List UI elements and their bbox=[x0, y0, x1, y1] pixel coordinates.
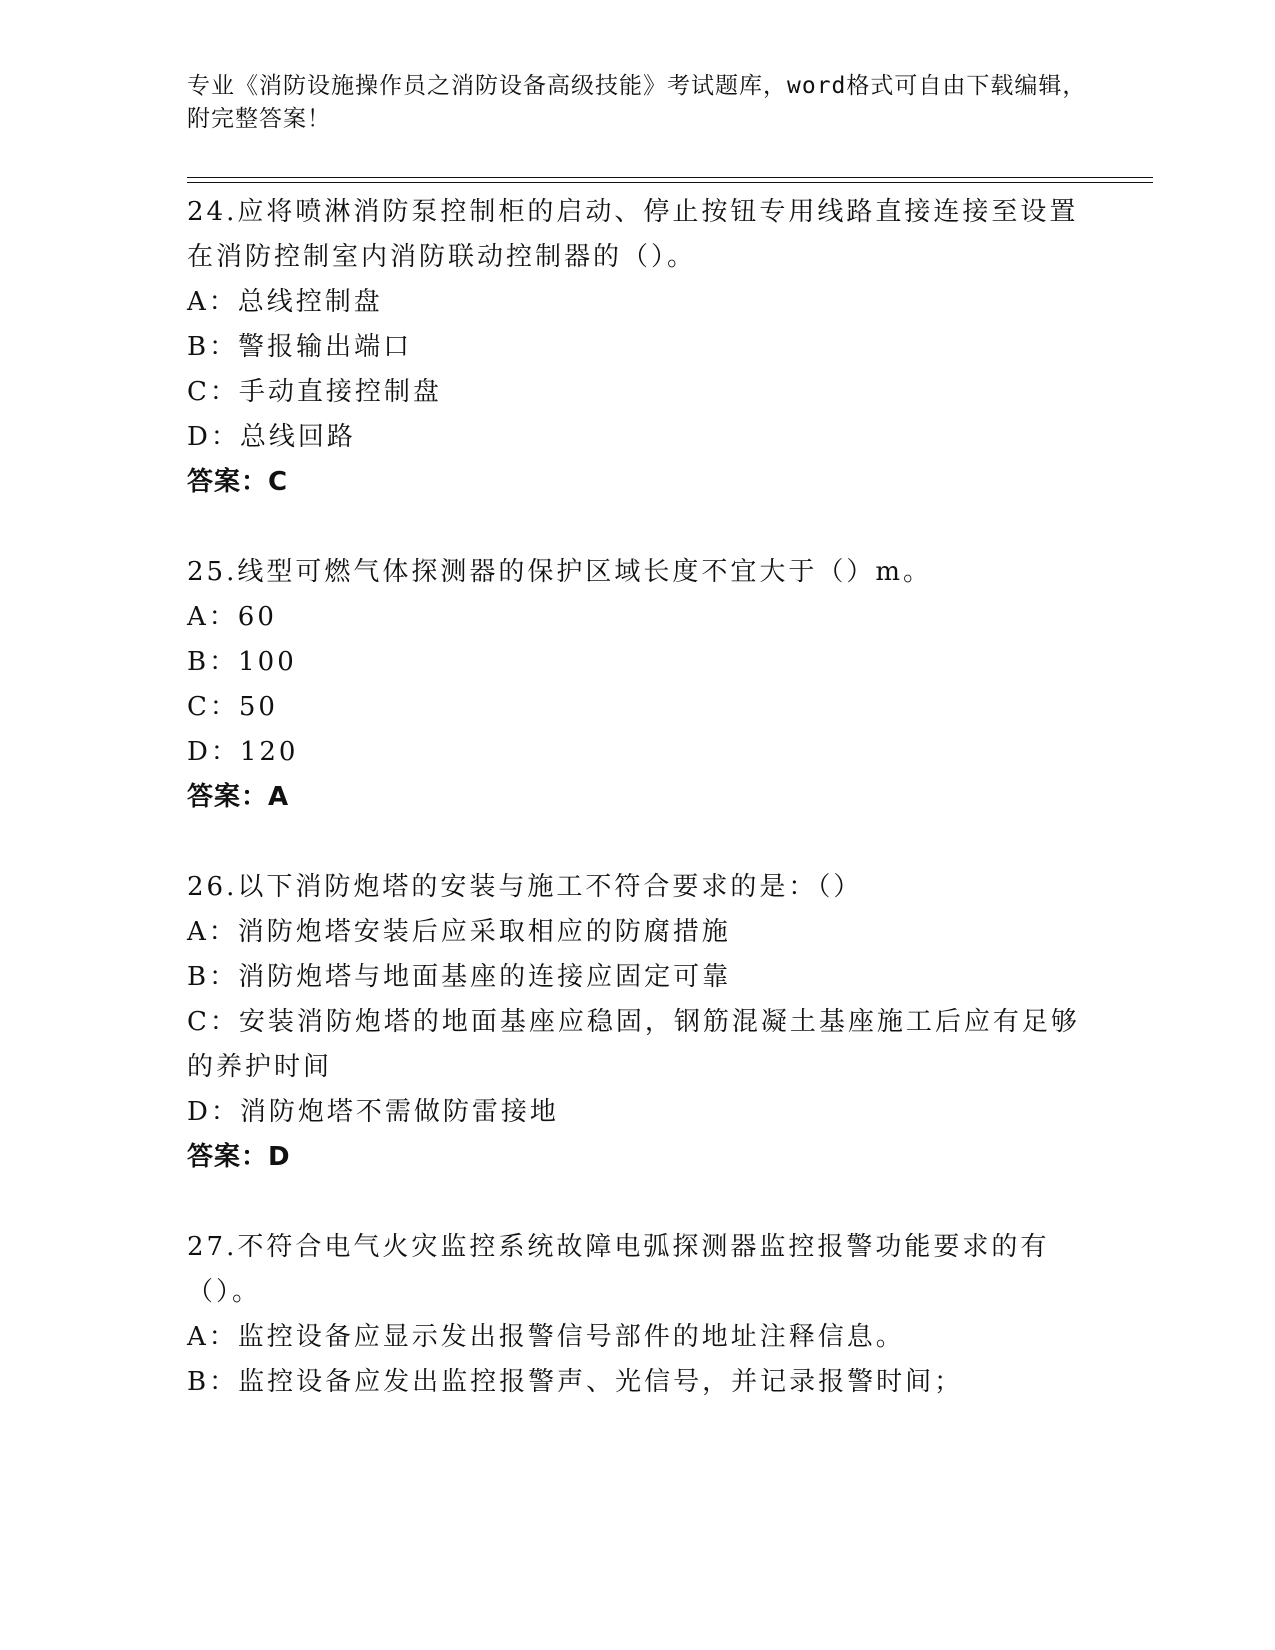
option-a: A：60 bbox=[187, 602, 277, 632]
question-text: 25.线型可燃气体探测器的保护区域长度不宜大于（）m。 bbox=[187, 557, 933, 587]
option-d: D：总线回路 bbox=[187, 422, 356, 452]
option-b: B：消防炮塔与地面基座的连接应固定可靠 bbox=[187, 962, 732, 992]
document-header: 专业《消防设施操作员之消防设备高级技能》考试题库，word格式可自由下载编辑，附完整答案！ bbox=[187, 73, 1087, 132]
option-c: C：50 bbox=[187, 692, 278, 722]
answer: 答案：A bbox=[187, 782, 290, 812]
header-rule-bottom bbox=[187, 182, 1153, 183]
option-b: B：警报输出端口 bbox=[187, 332, 413, 362]
option-a: A：总线控制盘 bbox=[187, 287, 383, 317]
option-a: A：监控设备应显示发出报警信号部件的地址注释信息。 bbox=[187, 1322, 905, 1352]
question-25 bbox=[187, 550, 1087, 820]
question-list bbox=[187, 190, 1087, 1450]
option-d: D：120 bbox=[187, 737, 299, 767]
answer: 答案：C bbox=[187, 467, 289, 497]
question-26 bbox=[187, 865, 1087, 1180]
option-d: D：消防炮塔不需做防雷接地 bbox=[187, 1097, 559, 1127]
header-rule-top bbox=[187, 177, 1153, 178]
option-a: A：消防炮塔安装后应采取相应的防腐措施 bbox=[187, 917, 731, 947]
question-text: 27.不符合电气火灾监控系统故障电弧探测器监控报警功能要求的有（）。 bbox=[187, 1232, 1050, 1307]
question-27 bbox=[187, 1225, 1087, 1405]
option-c: C：安装消防炮塔的地面基座应稳固，钢筋混凝土基座施工后应有足够的养护时间 bbox=[187, 1007, 1080, 1082]
question-text: 26.以下消防炮塔的安装与施工不符合要求的是：（） bbox=[187, 872, 863, 902]
option-b: B：监控设备应发出监控报警声、光信号，并记录报警时间； bbox=[187, 1367, 964, 1397]
question-text: 24.应将喷淋消防泵控制柜的启动、停止按钮专用线路直接连接至设置在消防控制室内消防联动控制器的（）。 bbox=[187, 197, 1079, 272]
answer: 答案：D bbox=[187, 1142, 291, 1172]
option-c: C：手动直接控制盘 bbox=[187, 377, 442, 407]
option-b: B：100 bbox=[187, 647, 297, 677]
question-24 bbox=[187, 190, 1087, 505]
